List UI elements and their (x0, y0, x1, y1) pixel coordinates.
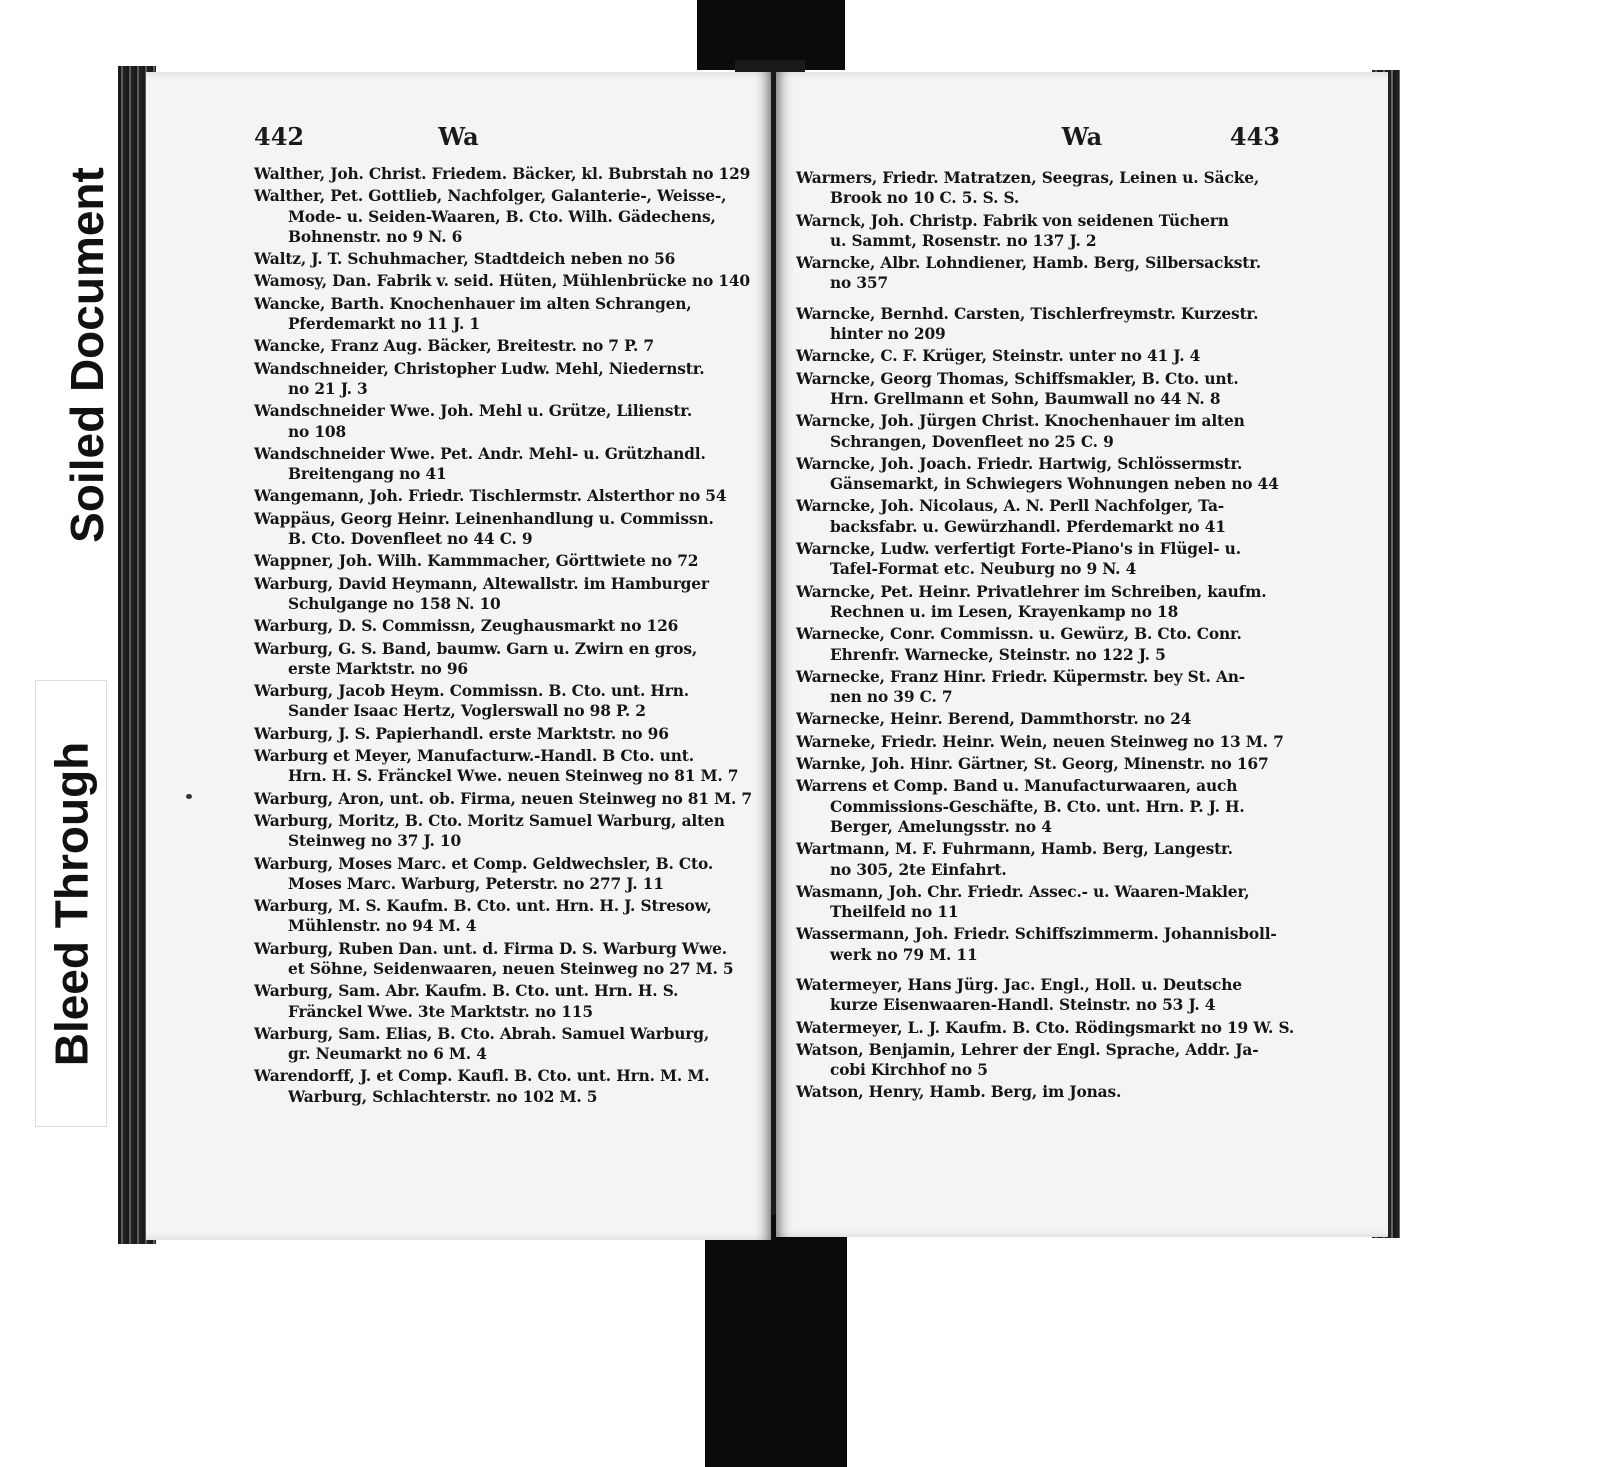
directory-entry (796, 624, 1276, 665)
entry-line: Wangemann, Joh. Friedr. Tischlermstr. Alsterthor no 54 (254, 487, 727, 506)
entry-continuation: Hrn. Grellmann et Sohn, Baumwall no 44 N. 8 (830, 389, 1221, 408)
directory-entry (254, 359, 749, 400)
entry-continuation: backsfabr. u. Gewürzhandl. Pferdemarkt no 41 (830, 517, 1226, 536)
entry-continuation: hinter no 209 (830, 325, 946, 344)
directory-entry (254, 981, 749, 1022)
directory-entry (254, 939, 749, 980)
entry-line: Warburg, Moritz, B. Cto. Moritz Samuel Warburg, alten (254, 811, 725, 830)
entry-line: Warburg, G. S. Band, baumw. Garn u. Zwirn en gros, (254, 639, 698, 658)
directory-entry (254, 1024, 749, 1065)
directory-entry (254, 896, 749, 937)
binding-strip-bottom (705, 1215, 847, 1467)
directory-entry (254, 509, 749, 550)
page-number: 442 (254, 122, 305, 151)
directory-entry (254, 551, 749, 571)
page-heading: Wa (1061, 122, 1103, 151)
entry-continuation: Steinweg no 37 J. 10 (288, 832, 462, 851)
directory-entry (796, 168, 1276, 209)
entry-continuation: Gänsemarkt, in Schwiegers Wohnungen neben no 44 (830, 475, 1279, 494)
directory-entry (254, 164, 749, 184)
entry-line: Warncke, Bernhd. Carsten, Tischlerfreymstr. Kurzestr. (796, 304, 1259, 323)
entry-continuation: erste Marktstr. no 96 (288, 659, 468, 678)
entry-continuation: Sander Isaac Hertz, Voglerswall no 98 P. 2 (288, 702, 646, 721)
entry-line: Watson, Benjamin, Lehrer der Engl. Sprache, Addr. Ja- (796, 1040, 1259, 1059)
entry-line: Warrens et Comp. Band u. Manufacturwaaren, auch (796, 777, 1238, 796)
entry-line: Warburg, Sam. Abr. Kaufm. B. Cto. unt. Hrn. H. S. (254, 982, 679, 1001)
entry-continuation: no 357 (830, 274, 889, 293)
directory-entry (796, 539, 1276, 580)
entry-line: Warburg, J. S. Papierhandl. erste Marktstr. no 96 (254, 724, 669, 743)
directory-entry (796, 1018, 1295, 1038)
directory-entry (254, 746, 749, 787)
entry-line: Warncke, Albr. Lohndiener, Hamb. Berg, Silbersackstr. (796, 254, 1261, 273)
entry-continuation: Moses Marc. Warburg, Peterstr. no 277 J. 11 (288, 874, 664, 893)
entry-continuation: Schrangen, Dovenfleet no 25 C. 9 (830, 432, 1114, 451)
entry-continuation: gr. Neumarkt no 6 M. 4 (288, 1045, 487, 1064)
directory-entry (796, 776, 1276, 837)
entry-line: Wandschneider Wwe. Joh. Mehl u. Grütze, Lilienstr. (254, 402, 693, 421)
entry-line: Wancke, Franz Aug. Bäcker, Breitestr. no 7 P. 7 (254, 337, 654, 356)
left-page (146, 72, 771, 1240)
entry-continuation: Theilfeld no 11 (830, 903, 959, 922)
entry-line: Warburg, Aron, unt. ob. Firma, neuen Steinweg no 81 M. 7 (254, 789, 752, 808)
page-number: 443 (1229, 122, 1280, 151)
directory-entry (796, 369, 1276, 410)
entry-continuation: no 21 J. 3 (288, 379, 368, 398)
directory-entry (254, 271, 749, 291)
directory-entry (254, 854, 749, 895)
label-bleed-through (35, 680, 107, 1127)
entry-line: Wamosy, Dan. Fabrik v. seid. Hüten, Mühlenbrücke no 140 (254, 272, 750, 291)
entry-line: Warnecke, Heinr. Berend, Dammthorstr. no 24 (796, 710, 1192, 729)
entry-line: Warncke, Georg Thomas, Schiffsmakler, B. Cto. unt. (796, 369, 1239, 388)
entry-continuation: Bohnenstr. no 9 N. 6 (288, 227, 463, 246)
entry-continuation: u. Sammt, Rosenstr. no 137 J. 2 (830, 231, 1097, 250)
directory-entry (796, 346, 1276, 366)
directory-entry (254, 1066, 749, 1107)
entry-continuation: et Söhne, Seidenwaaren, neuen Steinweg no 27 M. 5 (288, 959, 734, 978)
entry-continuation: Mühlenstr. no 94 M. 4 (288, 917, 477, 936)
entry-line: Warmers, Friedr. Matratzen, Seegras, Leinen u. Säcke, (796, 169, 1260, 187)
entry-line: Warncke, Joh. Joach. Friedr. Hartwig, Schlössermstr. (796, 454, 1243, 473)
entry-continuation: Schulgange no 158 N. 10 (288, 594, 501, 613)
entry-line: Walther, Joh. Christ. Friedem. Bäcker, kl. Bubrstah no 129 (254, 165, 751, 183)
directory-entry (254, 186, 749, 247)
entry-line: Warburg, Moses Marc. et Comp. Geldwechsler, B. Cto. (254, 854, 714, 873)
directory-entry (254, 789, 752, 809)
directory-entries-right (796, 168, 1295, 1105)
directory-entry (796, 709, 1276, 729)
entry-continuation: Mode- u. Seiden-Waaren, B. Cto. Wilh. Gädechens, (288, 207, 716, 226)
directory-entry (254, 294, 749, 335)
directory-entry (254, 811, 749, 852)
directory-entry (796, 211, 1276, 252)
entry-line: Warnke, Joh. Hinr. Gärtner, St. Georg, Minenstr. no 167 (796, 755, 1269, 774)
entry-line: Warburg, Jacob Heym. Commissn. B. Cto. unt. Hrn. (254, 682, 690, 701)
left-page-header (146, 122, 771, 162)
entry-line: Warncke, Joh. Nicolaus, A. N. Perll Nachfolger, Ta- (796, 497, 1225, 516)
entry-line: Warnecke, Franz Hinr. Friedr. Küpermstr. bey St. An- (796, 667, 1246, 686)
entry-continuation: Pferdemarkt no 11 J. 1 (288, 315, 480, 334)
entry-line: Wasmann, Joh. Chr. Friedr. Assec.- u. Waaren-Makler, (796, 882, 1250, 901)
entry-line: Wandschneider, Christopher Ludw. Mehl, Niedernstr. (254, 359, 705, 378)
label-bleed-text: Bleed Through (45, 741, 98, 1066)
entry-line: Warburg, M. S. Kaufm. B. Cto. unt. Hrn. H. J. Stresow, (254, 897, 712, 916)
directory-entry (796, 667, 1276, 708)
entry-continuation: Tafel-Format etc. Neuburg no 9 N. 4 (830, 560, 1137, 579)
directory-entry (254, 486, 749, 506)
ink-smudge (186, 794, 192, 799)
directory-entry (796, 411, 1276, 452)
entry-continuation: cobi Kirchhof no 5 (830, 1061, 988, 1080)
directory-entry (796, 975, 1276, 1016)
entry-line: Wassermann, Joh. Friedr. Schiffszimmerm. Johannisboll- (796, 925, 1277, 944)
directory-entry (796, 754, 1276, 774)
directory-entry (796, 253, 1276, 294)
directory-entry (796, 1082, 1276, 1102)
entry-line: Warncke, C. F. Krüger, Steinstr. unter no 41 J. 4 (796, 347, 1201, 366)
page-heading: Wa (438, 122, 479, 151)
directory-entry (796, 732, 1284, 752)
entry-line: Warncke, Joh. Jürgen Christ. Knochenhauer im alten (796, 412, 1245, 431)
entry-line: Walther, Pet. Gottlieb, Nachfolger, Galanterie-, Weisse-, (254, 187, 727, 206)
entry-continuation: kurze Eisenwaaren-Handl. Steinstr. no 53 J. 4 (830, 996, 1216, 1015)
entry-line: Warnecke, Conr. Commissn. u. Gewürz, B. Cto. Conr. (796, 625, 1242, 644)
entry-continuation: B. Cto. Dovenfleet no 44 C. 9 (288, 530, 533, 549)
entry-line: Warnck, Joh. Christp. Fabrik von seidenen Tüchern (796, 211, 1229, 230)
entry-line: Warburg et Meyer, Manufacturw.-Handl. B Cto. unt. (254, 747, 694, 766)
directory-entry (796, 454, 1279, 495)
label-soiled-document (52, 95, 122, 615)
directory-entry (254, 681, 749, 722)
entry-line: Warncke, Pet. Heinr. Privatlehrer im Schreiben, kaufm. (796, 582, 1267, 601)
entry-line: Warburg, Ruben Dan. unt. d. Firma D. S. Warburg Wwe. (254, 939, 727, 958)
entry-line: Wartmann, M. F. Fuhrmann, Hamb. Berg, Langestr. (796, 840, 1233, 859)
entry-continuation: no 305, 2te Einfahrt. (830, 860, 1007, 879)
entry-line: Warncke, Ludw. verfertigt Forte-Piano's in Flügel- u. (796, 540, 1241, 559)
entry-continuation: no 108 (288, 422, 347, 441)
right-page-header (776, 122, 1388, 162)
directory-entry (254, 401, 749, 442)
directory-entries-left (254, 164, 752, 1109)
entry-continuation: nen no 39 C. 7 (830, 688, 953, 707)
label-soiled-text: Soiled Document (61, 167, 113, 543)
directory-entry (796, 924, 1276, 965)
entry-line: Waltz, J. T. Schuhmacher, Stadtdeich neben no 56 (254, 250, 676, 269)
directory-entry (796, 582, 1276, 623)
directory-entry (796, 1040, 1276, 1081)
entry-line: Wancke, Barth. Knochenhauer im alten Schrangen, (254, 294, 692, 313)
entry-continuation: Breitengang no 41 (288, 465, 447, 484)
directory-entry (796, 839, 1276, 880)
right-page (776, 72, 1388, 1237)
entry-continuation: Rechnen u. im Lesen, Krayenkamp no 18 (830, 602, 1179, 621)
entry-continuation: Warburg, Schlachterstr. no 102 M. 5 (288, 1087, 598, 1106)
directory-entry (254, 249, 749, 269)
entry-line: Warburg, Sam. Elias, B. Cto. Abrah. Samuel Warburg, (254, 1024, 710, 1043)
directory-entry (254, 639, 749, 680)
directory-entry (254, 616, 749, 636)
entry-continuation: Ehrenfr. Warnecke, Steinstr. no 122 J. 5 (830, 645, 1166, 664)
entry-continuation: Hrn. H. S. Fränckel Wwe. neuen Steinweg no 81 M. 7 (288, 767, 739, 786)
directory-entry (254, 574, 749, 615)
entry-continuation: Commissions-Geschäfte, B. Cto. unt. Hrn. P. J. H. (830, 797, 1245, 816)
entry-line: Wappner, Joh. Wilh. Kammmacher, Görttwiete no 72 (254, 552, 699, 571)
directory-entry (796, 496, 1276, 537)
entry-continuation: Brook no 10 C. 5. S. S. (830, 189, 1020, 208)
directory-entry (796, 304, 1276, 345)
directory-entry (254, 444, 749, 485)
entry-line: Watermeyer, L. J. Kaufm. B. Cto. Rödingsmarkt no 19 W. S. (796, 1018, 1295, 1037)
entry-continuation: Fränckel Wwe. 3te Marktstr. no 115 (288, 1002, 593, 1021)
entry-line: Warneke, Friedr. Heinr. Wein, neuen Steinweg no 13 M. 7 (796, 732, 1284, 751)
entry-line: Warendorff, J. et Comp. Kaufl. B. Cto. unt. Hrn. M. M. (254, 1067, 710, 1086)
entry-continuation: Berger, Amelungsstr. no 4 (830, 817, 1052, 836)
entry-line: Wandschneider Wwe. Pet. Andr. Mehl- u. Grützhandl. (254, 444, 706, 463)
entry-line: Watson, Henry, Hamb. Berg, im Jonas. (796, 1083, 1122, 1102)
entry-line: Wappäus, Georg Heinr. Leinenhandlung u. Commissn. (254, 509, 714, 528)
directory-entry (254, 724, 749, 744)
directory-entry (254, 336, 749, 356)
entry-line: Watermeyer, Hans Jürg. Jac. Engl., Holl. u. Deutsche (796, 975, 1242, 994)
entry-line: Warburg, D. S. Commissn, Zeughausmarkt no 126 (254, 617, 679, 636)
directory-entry (796, 882, 1276, 923)
entry-line: Warburg, David Heymann, Altewallstr. im Hamburger (254, 574, 709, 593)
entry-continuation: werk no 79 M. 11 (830, 945, 978, 964)
